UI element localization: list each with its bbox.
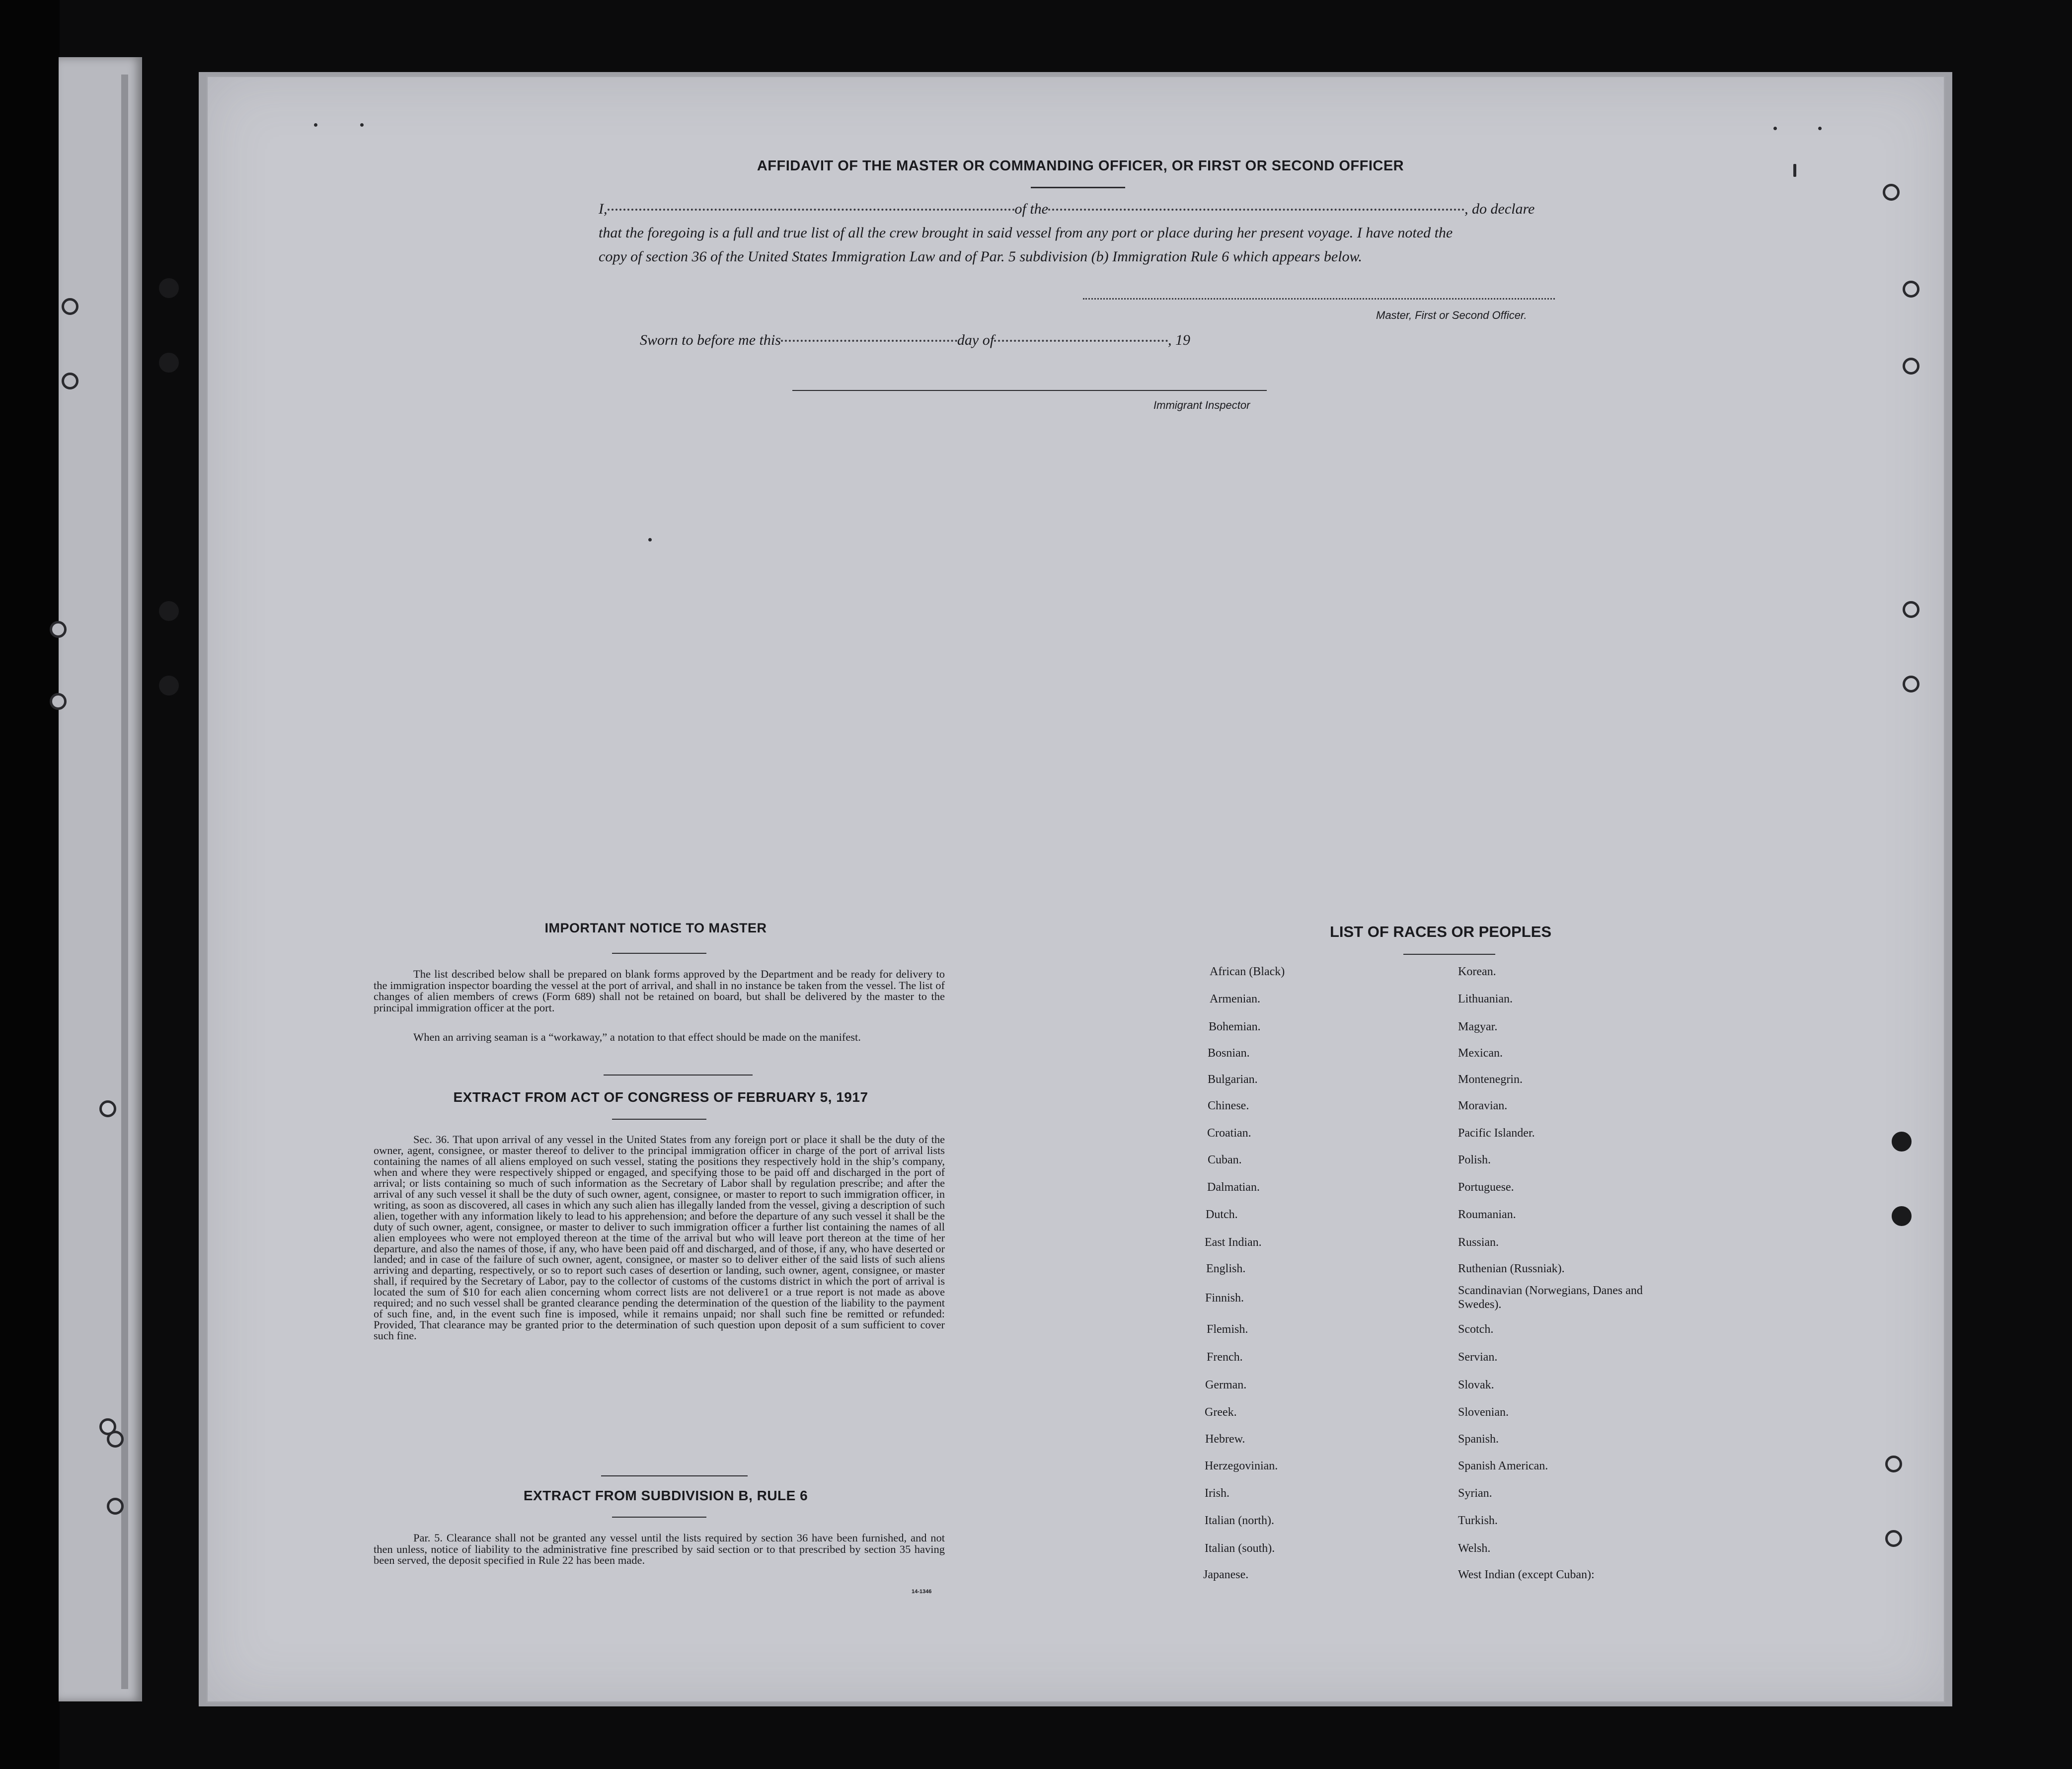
sworn-month-field[interactable]: [994, 340, 1168, 342]
race-item-left: Cuban.: [1208, 1154, 1242, 1166]
extract-act-underline: [612, 1119, 706, 1120]
sworn-year: , 19: [1168, 332, 1191, 348]
extract-rule-body: Par. 5. Clearance shall not be granted any vessel until the lists required by section 36 have been furnished, and not then unless, notice of liability to the administrative fine prescribed by said section or to that prescribed by section 35 having been served, the deposit specified in Rule 22 has been made.: [374, 1532, 945, 1567]
binder-hole: [159, 676, 179, 695]
binder-hole: [1892, 1132, 1912, 1152]
paper-speck: [360, 123, 364, 127]
paper-speck: [1793, 164, 1796, 177]
race-item-right: Polish.: [1458, 1154, 1491, 1166]
race-item-right: Lithuanian.: [1458, 993, 1513, 1005]
race-item-left: Dalmatian.: [1207, 1181, 1260, 1194]
binder-hole: [1892, 1206, 1912, 1226]
race-item-left: English.: [1206, 1262, 1246, 1275]
extract-act-body: Sec. 36. That upon arrival of any vessel in the United States from any foreign port or place it shall be the duty of the owner, agent, consignee, or master thereof to deliver to the principal immigration officer in charge of the port of arrival lists containing the names of all aliens employed on such vessel, stating the positions they respectively hold in the ship’s company, when and where they were respectively shipped or engaged, and specifying those to be paid off and discharged in the port of arrival; or lists containing so much of such information as the Secretary of Labor shall by regulation prescribe; and after the arrival of any such vessel it shall be the duty of such owner, agent, consignee, or master to report to such immigration officer, in writing, as soon as discovered, all cases in which any such alien has illegally landed from the vessel, giving a description of such alien, together with any information likely to lead to his apprehension; and before the departure of any such vessel it shall be the duty of such owner, agent, consignee, or master to deliver to such immigration officer a further list containing the names of all alien employees who were not employed thereon at the time of the arrival but who will leave port thereon at the time of her departure, and also the names of those, if any, who have been paid off and discharged, and of those, if any, who have deserted or landed; and in case of the failure of such owner, agent, consignee, or master so to deliver either of the said lists of such aliens arriving and departing, respectively, or so to report such cases of desertion or landing, such owner, agent, consignee, or master shall, if required by the Secretary of Labor, pay to the collector of customs of the customs district in which the port of arrival is located the sum of $10 for each alien concerning whom correct lists are not delivere1 or a true report is not made as above required; and no such vessel shall be granted clearance pending the determination of the question of the liability to the payment of such fine, and, in the event such fine is imposed, while it remains unpaid; nor shall such fine be remitted or refunded: Provided, That clearance may be granted prior to the determination of such question upon deposit of a sum sufficient to cover such fine.: [374, 1133, 945, 1342]
race-item-left: Japanese.: [1203, 1568, 1249, 1581]
race-item-right: Russian.: [1458, 1236, 1499, 1249]
punch-hole: [50, 693, 67, 710]
paper-speck: [648, 538, 652, 541]
race-item-left: Finnish.: [1205, 1292, 1244, 1305]
race-item-right: Mexican.: [1458, 1047, 1503, 1060]
race-item-right: Montenegrin.: [1458, 1073, 1523, 1086]
race-item-right: Spanish.: [1458, 1433, 1499, 1446]
binder-hole: [1903, 281, 1919, 298]
race-item-right: Portuguese.: [1458, 1181, 1514, 1194]
race-item-left: Dutch.: [1206, 1208, 1238, 1221]
binder-hole: [1885, 1456, 1902, 1472]
binder-hole: [99, 1100, 116, 1117]
punch-hole: [107, 1498, 124, 1515]
declaration-i: I,: [599, 201, 608, 217]
notice-divider: [604, 1075, 753, 1076]
race-item-right: Magyar.: [1458, 1020, 1498, 1033]
race-item-left: German.: [1205, 1379, 1247, 1391]
vessel-name-field[interactable]: [1048, 209, 1464, 211]
scan-background-left: [0, 0, 60, 1769]
race-item-left: African (Black): [1210, 965, 1285, 978]
race-item-right: Syrian.: [1458, 1487, 1492, 1500]
paper-speck: [1818, 127, 1822, 130]
race-item-right: Spanish American.: [1458, 1460, 1548, 1472]
declaration-of: of the: [1014, 201, 1048, 217]
notice-title: IMPORTANT NOTICE TO MASTER: [544, 921, 767, 935]
race-item-left: Italian (north).: [1205, 1514, 1274, 1527]
race-item-left: Bohemian.: [1209, 1020, 1261, 1033]
race-item-right: Scotch.: [1458, 1323, 1494, 1336]
race-item-right: Korean.: [1458, 965, 1496, 978]
paper-speck: [1773, 127, 1777, 130]
notice-body: The list described below shall be prepared on blank forms approved by the Department and be ready for delivery to the immigration inspector boarding the vessel at the port of arrival, and shall in no instance be taken from the vessel. The list of changes of alien members of crews (Form 689) shall not be retained on board, but shall be delivered by the master to the principal immigration officer at the port.: [374, 968, 945, 1014]
race-item-left: Armenian.: [1210, 993, 1260, 1005]
underlying-page-edge: [121, 75, 128, 1689]
race-item-left: Herzegovinian.: [1205, 1460, 1278, 1472]
binder-hole: [1883, 184, 1900, 201]
paper-speck: [314, 123, 317, 127]
race-item-left: Bulgarian.: [1208, 1073, 1258, 1086]
race-item-right: West Indian (except Cuban):: [1458, 1568, 1595, 1581]
race-item-left: East Indian.: [1205, 1236, 1262, 1249]
races-title: LIST OF RACES OR PEOPLES: [1329, 923, 1552, 940]
declaration-line-3: copy of section 36 of the United States Immigration Law and of Par. 5 subdivision (b) Immigration Rule 6 which appears below.: [599, 248, 1362, 265]
manifest-sheet: [208, 77, 1944, 1701]
race-item-right: Turkish.: [1458, 1514, 1498, 1527]
binder-hole: [1903, 601, 1919, 618]
notice-underline: [612, 953, 706, 954]
binder-hole: [1903, 358, 1919, 375]
declaration-line-1: [599, 201, 1535, 218]
race-item-right: Moravian.: [1458, 1099, 1508, 1112]
declaration-end: , do declare: [1464, 201, 1535, 217]
extract-act-divider: [601, 1475, 748, 1476]
race-item-right: Servian.: [1458, 1351, 1498, 1364]
binder-hole: [99, 1418, 116, 1435]
race-item-right: Roumanian.: [1458, 1208, 1516, 1221]
race-item-right: Slovak.: [1458, 1379, 1494, 1391]
race-item-left: Greek.: [1205, 1406, 1237, 1419]
notice-workaway: When an arriving seaman is a “workaway,” a notation to that effect should be made on the manifest.: [413, 1031, 861, 1043]
extract-rule-underline: [612, 1517, 706, 1518]
race-item-right: Welsh.: [1458, 1542, 1491, 1555]
punch-hole: [62, 298, 78, 315]
form-number: 14-1346: [912, 1589, 932, 1595]
sworn-day-label: day of: [957, 332, 995, 348]
binder-hole: [159, 601, 179, 621]
extract-act-title: EXTRACT FROM ACT OF CONGRESS OF FEBRUARY 5, 1917: [453, 1089, 868, 1105]
sworn-prefix: Sworn to before me this: [640, 332, 781, 348]
inspector-label: Immigrant Inspector: [1153, 399, 1250, 411]
race-item-right: Slovenian.: [1458, 1406, 1509, 1419]
race-item-right: Ruthenian (Russniak).: [1458, 1262, 1565, 1275]
binder-hole: [159, 278, 179, 298]
inspector-signature-line[interactable]: [792, 390, 1267, 391]
master-signature-field[interactable]: [1083, 298, 1555, 300]
binder-hole: [159, 353, 179, 373]
sworn-day-field[interactable]: [781, 340, 957, 342]
race-item-right: Pacific Islander.: [1458, 1127, 1535, 1140]
punch-hole: [62, 373, 78, 389]
master-signature-label: Master, First or Second Officer.: [1376, 309, 1527, 321]
punch-hole: [50, 621, 67, 638]
race-item-left: French.: [1207, 1351, 1243, 1364]
race-item-left: Hebrew.: [1205, 1433, 1245, 1446]
affidavit-title: AFFIDAVIT OF THE MASTER OR COMMANDING OFFICER, OR FIRST OR SECOND OFFICER: [757, 158, 1404, 174]
race-item-left: Croatian.: [1207, 1127, 1251, 1140]
race-item-left: Irish.: [1205, 1487, 1229, 1500]
race-item-left: Italian (south).: [1205, 1542, 1275, 1555]
race-item-left: Chinese.: [1208, 1099, 1249, 1112]
races-underline: [1403, 954, 1495, 955]
title-underline: [1031, 187, 1125, 188]
extract-rule-title: EXTRACT FROM SUBDIVISION B, RULE 6: [523, 1488, 808, 1503]
race-item-left: Flemish.: [1207, 1323, 1248, 1336]
binder-hole: [1903, 676, 1919, 692]
race-item-right: Scandinavian (Norwegians, Danes and Swedes).: [1458, 1284, 1643, 1311]
declarant-name-field[interactable]: [608, 209, 1015, 211]
race-item-left: Bosnian.: [1208, 1047, 1250, 1060]
binder-hole: [1885, 1530, 1902, 1547]
sworn-line: [640, 332, 1190, 349]
declaration-line-2: that the foregoing is a full and true list of all the crew brought in said vessel from any port or place during her present voyage. I have noted the: [599, 225, 1453, 241]
